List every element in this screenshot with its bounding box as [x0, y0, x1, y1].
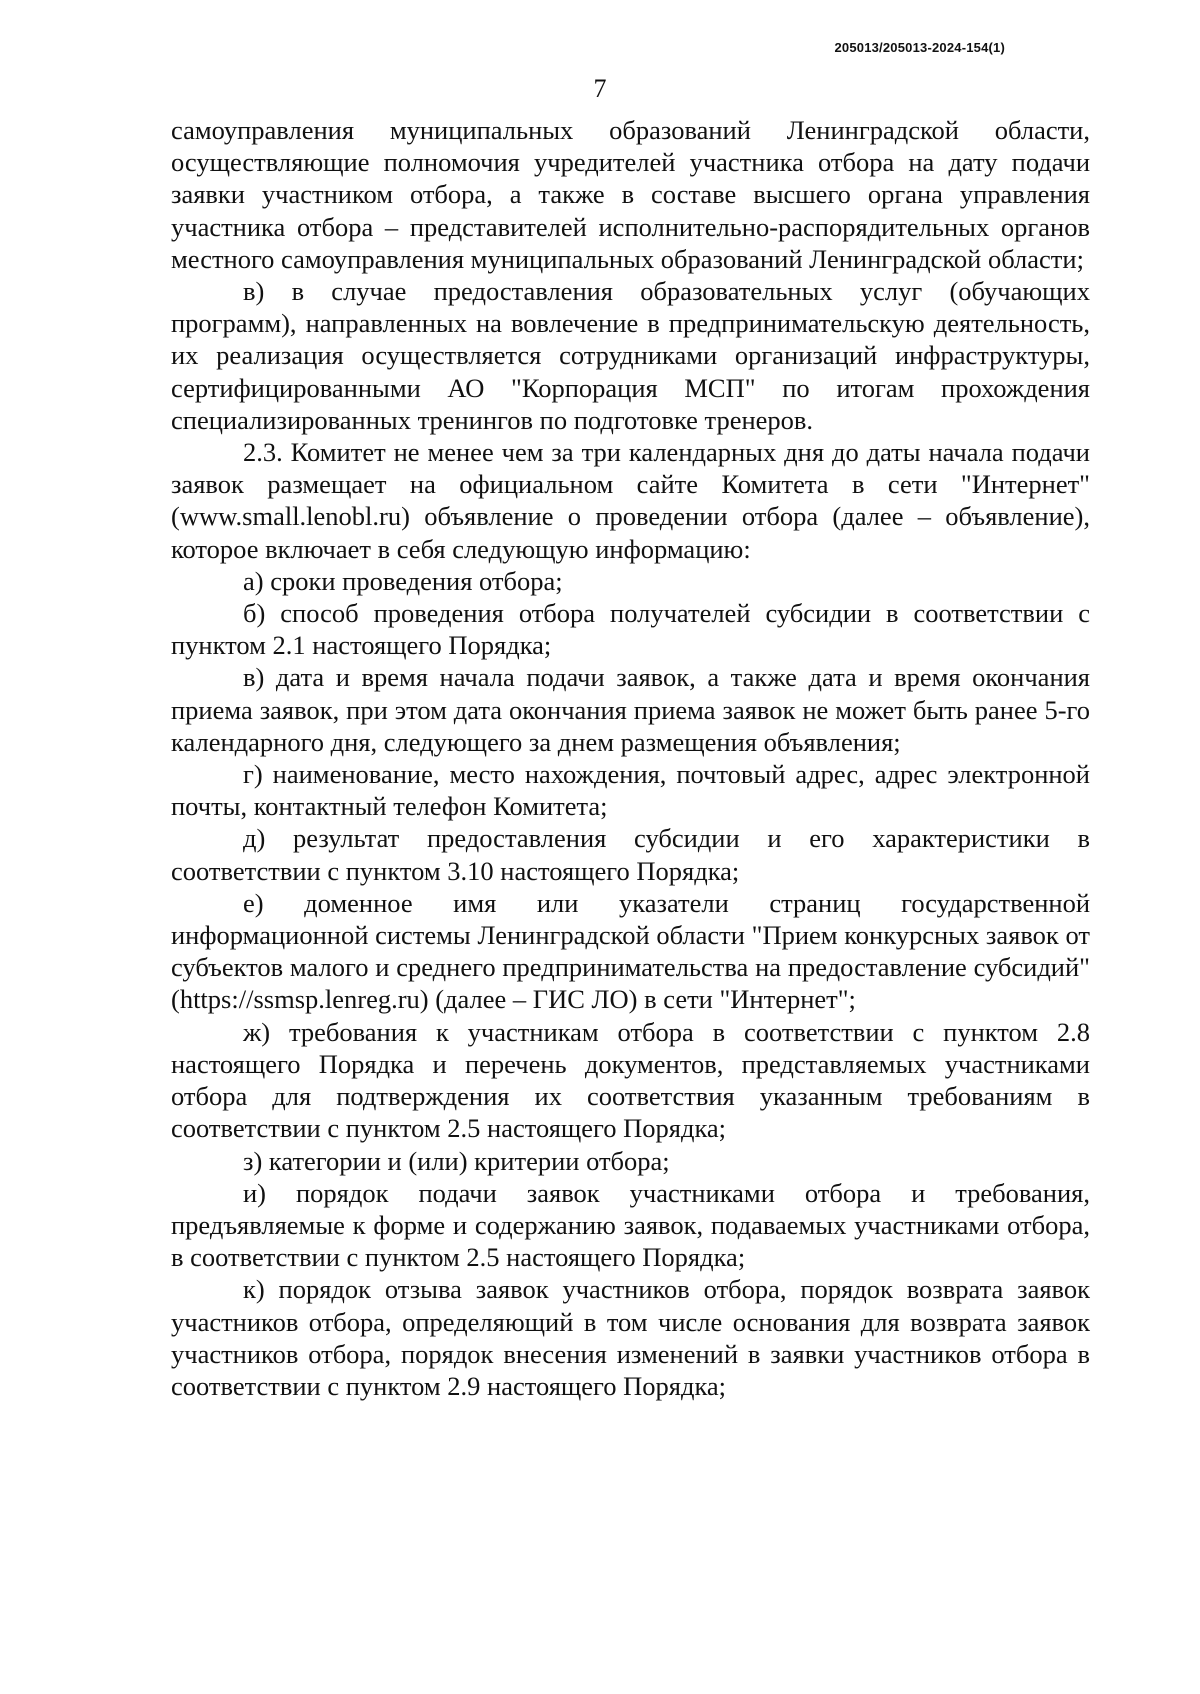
paragraph: д) результат предоставления субсидии и его характеристики в соответствии с пунктом 3.10 настоящего Порядка; [171, 823, 1090, 886]
paragraph: з) категории и (или) критерии отбора; [243, 1145, 670, 1176]
paragraph: г) наименование, место нахождения, почтовый адрес, адрес электронной почты, контактный телефон Комитета; [171, 759, 1090, 822]
paragraph: самоуправления муниципальных образований Ленинградской области, осуществляющие полномочия учредителей участника отбора на дату подачи заявки участником отбора, а также в составе высшего органа управления участника отбора – представителей исполнительно-распорядительных органов местного самоуправления муниципальных образований Ленинградской области; [171, 115, 1090, 274]
paragraph: и) порядок подачи заявок участниками отбора и требования, предъявляемые к форме и содержанию заявок, подаваемых участниками отбора, в соответствии с пунктом 2.5 настоящего Порядка; [171, 1177, 1090, 1273]
paragraph: е) доменное имя или указатели страниц государственной информационной системы Ленинградской области "Прием конкурсных заявок от субъектов малого и среднего предпринимательства на предоставление субсидий" (https://ssmsp.lenreg.ru) (далее – ГИС ЛО) в сети "Интернет"; [171, 887, 1090, 1015]
document-body [171, 114, 1090, 1402]
paragraph: 2.3. Комитет не менее чем за три календарных дня до даты начала подачи заявок размещает на официальном сайте Комитета в сети "Интернет" (www.small.lenobl.ru) объявление о проведении отбора (далее – объявление), которое включает в себя следующую информацию: [171, 437, 1090, 564]
paragraph: в) дата и время начала подачи заявок, а также дата и время окончания приема заявок, при этом дата окончания приема заявок не может быть ранее 5-го календарного дня, следующего за днем размещения объявления; [171, 662, 1090, 757]
page-number: 7 [593, 74, 607, 103]
paragraph: а) сроки проведения отбора; [243, 565, 563, 596]
paragraph: к) порядок отзыва заявок участников отбора, порядок возврата заявок участников отбора, определяющий в том числе основания для возврата заявок участников отбора, порядок внесения изменений в заявки участников отбора в соответствии с пунктом 2.9 настоящего Порядка; [171, 1274, 1090, 1401]
document-id: 205013/205013-2024-154(1) [834, 40, 1005, 55]
paragraph: в) в случае предоставления образовательных услуг (обучающих программ), направленных на вовлечение в предпринимательскую деятельность, их реализация осуществляется сотрудниками организаций инфраструктуры, сертифицированными АО "Корпорация МСП" по итогам прохождения специализированных тренингов по подготовке тренеров. [171, 276, 1090, 435]
paragraph: б) способ проведения отбора получателей субсидии в соответствии с пунктом 2.1 настоящего Порядка; [171, 598, 1090, 661]
paragraph: ж) требования к участникам отбора в соответствии с пунктом 2.8 настоящего Порядка и перечень документов, представляемых участниками отбора для подтверждения их соответствия указанным требованиям в соответствии с пунктом 2.5 настоящего Порядка; [171, 1016, 1090, 1144]
